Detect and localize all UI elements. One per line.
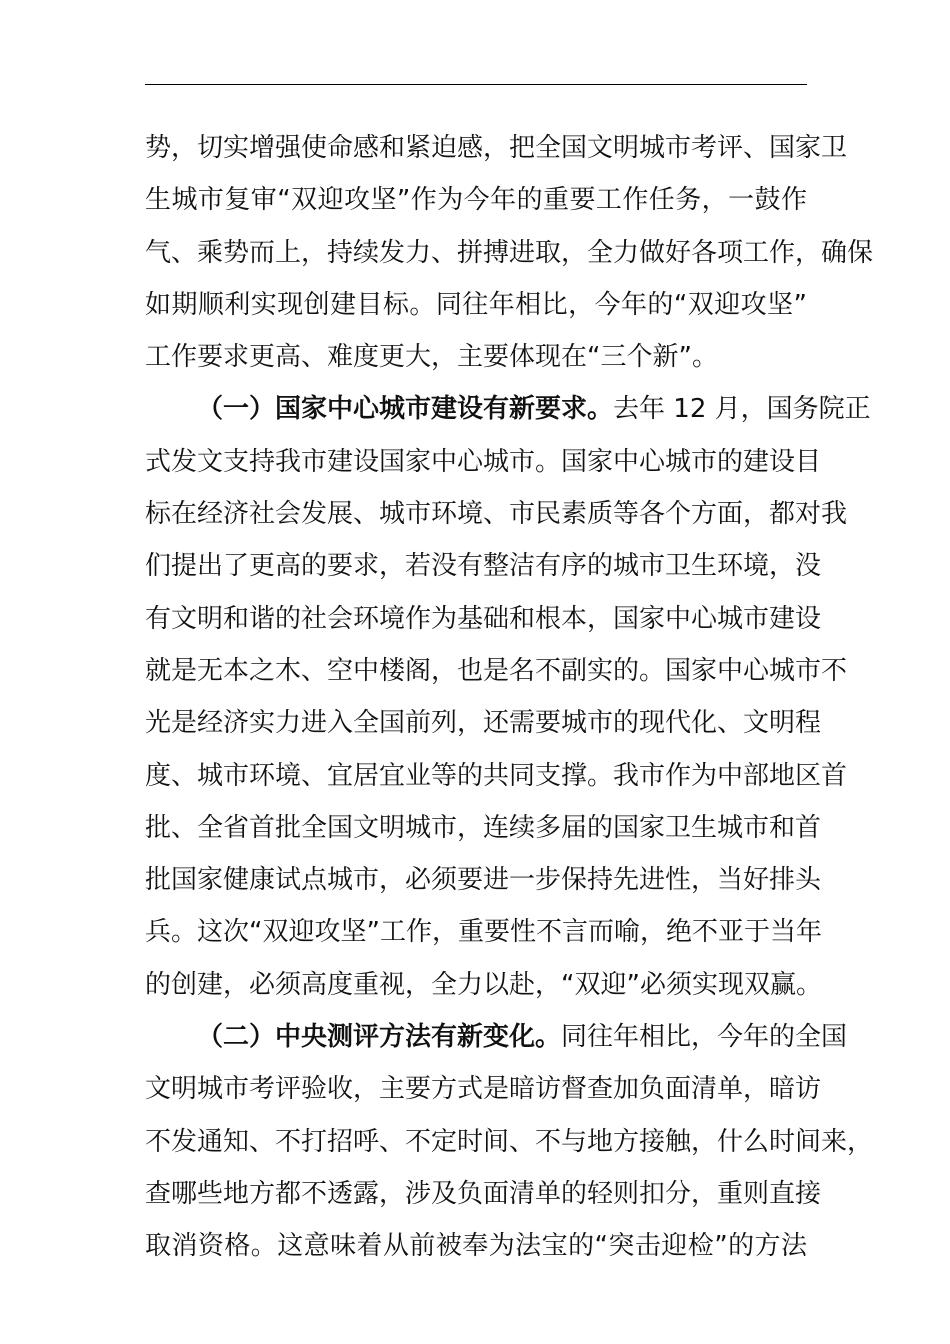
text-line: 文明城市考评验收，主要方式是暗访督查加负面清单，暗访 [145,1074,822,1105]
text-line: 的创建，必须高度重视，全力以赴，“双迎”必须实现双赢。 [145,969,822,1000]
text-line: 批、全省首批全国文明城市，连续多届的国家卫生城市和首 [145,812,822,843]
text-line: 度、城市环境、宜居宜业等的共同支撑。我市作为中部地区首 [145,760,848,791]
text-line [145,387,871,439]
text-line: 气、乘势而上，持续发力、拼搏进取，全力做好各项工作，确保 [145,237,874,268]
paragraph-1 [145,126,874,387]
text-line: 不发通知、不打招呼、不定时间、不与地方接触，什么时间来， [145,1126,874,1157]
paragraph-2 [145,387,871,1015]
section-heading: （二）中央测评方法有新变化。 [197,1022,562,1053]
paragraph-3 [145,1015,874,1276]
text-line: 如期顺利实现创建目标。同往年相比，今年的“双迎攻坚” [145,289,807,320]
text-line: 光是经济实力进入全国前列，还需要城市的现代化、文明程 [145,708,822,739]
heading-continuation: 同往年相比，今年的全国 [561,1022,848,1053]
header-rule [145,84,807,85]
text-line: 取消资格。这意味着从前被奉为法宝的“突击迎检”的方法 [145,1231,807,1262]
text-line: 就是无本之木、空中楼阁，也是名不副实的。国家中心城市不 [145,655,848,686]
document-body [145,126,874,1277]
text-line: 式发文支持我市建设国家中心城市。国家中心城市的建设目 [145,446,822,477]
text-line: 势，切实增强使命感和紧迫感，把全国文明城市考评、国家卫 [145,133,848,163]
text-line: 批国家健康试点城市，必须要进一步保持先进性，当好排头 [145,865,822,896]
text-line: 查哪些地方都不透露，涉及负面清单的轻则扣分，重则直接 [145,1178,822,1209]
text-line: 工作要求更高、难度更大，主要体现在“三个新”。 [145,342,718,373]
text-line: 标在经济社会发展、城市环境、市民素质等各个方面，都对我 [145,499,848,530]
text-line: 有文明和谐的社会环境作为基础和根本，国家中心城市建设 [145,603,822,634]
section-heading: （一）国家中心城市建设有新要求。 [197,394,614,425]
heading-continuation: 去年 12 月，国务院正 [613,394,871,425]
text-line [145,1015,848,1067]
text-line: 兵。这次“双迎攻坚”工作，重要性不言而喻，绝不亚于当年 [145,917,822,948]
text-line: 们提出了更高的要求，若没有整洁有序的城市卫生环境，没 [145,551,822,582]
text-line: 生城市复审“双迎攻坚”作为今年的重要工作任务，一鼓作 [145,185,807,216]
